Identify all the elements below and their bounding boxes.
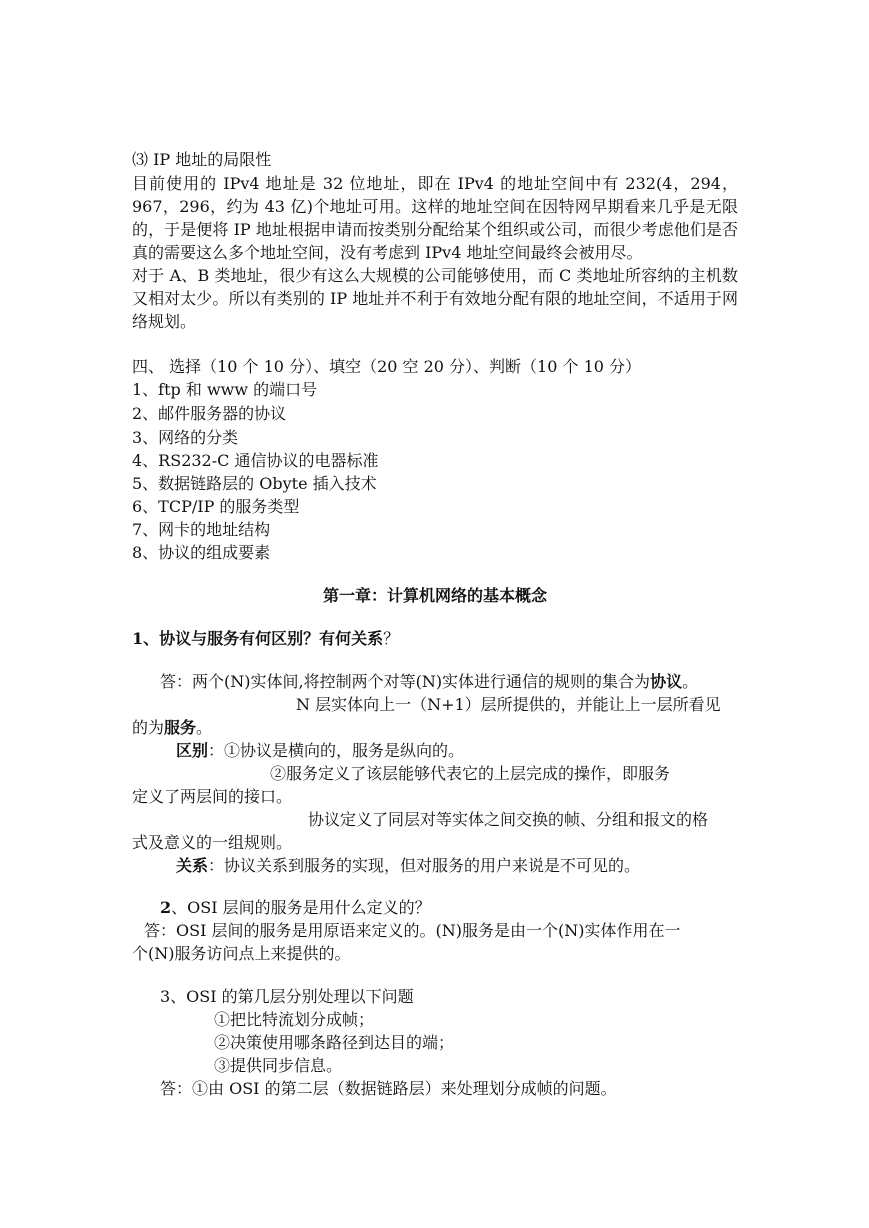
q1-question-mark: ？ <box>383 629 400 648</box>
q1-answer-text: 的为 <box>132 718 165 737</box>
q3-question: 3、OSI 的第几层分别处理以下问题 <box>160 987 414 1006</box>
q3-item: ①把比特流划分成帧； <box>214 1010 375 1029</box>
section4-item: 6、TCP/IP 的服务类型 <box>132 497 300 516</box>
section4-item: 5、数据链路层的 Obyte 插入技术 <box>132 474 377 493</box>
q2-question <box>160 896 740 919</box>
term-service: 服务 <box>164 718 197 737</box>
q1-question <box>132 627 738 650</box>
q2-question-text: 、OSI 层间的服务是用什么定义的？ <box>171 898 431 917</box>
q1-question-text: 1、协议与服务有何区别？有何关系 <box>132 629 384 648</box>
q1-difference-line-2: ②服务定义了该层能够代表它的上层完成的操作，即服务 <box>270 764 671 783</box>
ip-limit-paragraph-2: 对于 A、B 类地址，很少有这么大规模的公司能够使用，而 C 类地址所容纳的主机数又相对太少。所以有类别的 IP 地址并不利于有效地分配有限的地址空间，不适用于网络规划。 <box>132 266 738 331</box>
q3-item: ③提供同步信息。 <box>214 1056 343 1075</box>
q3-item: ②决策使用哪条路径到达目的端； <box>214 1033 455 1052</box>
q2-answer-line-2: 个(N)服务访问点上来提供的。 <box>132 944 351 963</box>
q1-answer-line-3 <box>132 716 738 739</box>
section4-item: 3、网络的分类 <box>132 428 239 447</box>
section4-item: 7、网卡的地址结构 <box>132 520 271 539</box>
q1-difference-line-1 <box>176 739 736 762</box>
q1-answer-punct: 。 <box>682 672 699 691</box>
section4-item: 2、邮件服务器的协议 <box>132 404 287 423</box>
q1-difference-line-5: 式及意义的一组规则。 <box>132 833 293 852</box>
relation-text: ：协议关系到服务的实现，但对服务的用户来说是不可见的。 <box>208 856 641 875</box>
section4-item: 4、RS232-C 通信协议的电器标准 <box>132 451 379 470</box>
difference-label: 区别 <box>176 741 209 760</box>
q1-answer-line-2: N 层实体向上一（N+1）层所提供的，并能让上一层所看见 <box>296 695 721 714</box>
q1-relation <box>176 854 736 877</box>
section4-item: 1、ftp 和 www 的端口号 <box>132 380 318 399</box>
q1-difference-line-4: 协议定义了同层对等实体之间交换的帧、分组和报文的格 <box>308 810 709 829</box>
ip-limit-heading: ⑶ IP 地址的局限性 <box>132 150 272 169</box>
section4-heading: 四、 选择（10 个 10 分）、填空（20 空 20 分）、判断（10 个 10 分） <box>132 357 642 376</box>
difference-text: ：①协议是横向的，服务是纵向的。 <box>208 741 465 760</box>
ip-limit-paragraph-1: 目前使用的 IPv4 地址是 32 位地址，即在 IPv4 的地址空间中有 232(4，294，967，296，约为 43 亿)个地址可用。这样的地址空间在因特网早期看来几乎是无限的，于是便将 IP 地址根据申请而按类别分配给某个组织或公司，而很少考虑他们是否真的需要这么多个地址空间，没有考虑到 IPv4 地址空间最终会被用尽。 <box>132 174 738 262</box>
q1-answer-text: 答：两个(N)实体间,将控制两个对等(N)实体进行通信的规则的集合为 <box>160 672 651 691</box>
section4-item: 8、协议的组成要素 <box>132 543 271 562</box>
q2-number: 2 <box>160 898 172 917</box>
chapter-title: 第一章：计算机网络的基本概念 <box>322 586 547 605</box>
q2-answer-line-1: 答：OSI 层间的服务是用原语来定义的。(N)服务是由一个(N)实体作用在一 <box>144 921 681 940</box>
relation-label: 关系 <box>176 856 209 875</box>
q1-answer-punct: 。 <box>196 718 213 737</box>
q1-answer-line-1 <box>160 670 750 693</box>
q1-difference-line-3: 定义了两层间的接口。 <box>132 787 293 806</box>
q3-answer: 答：①由 OSI 的第二层（数据链路层）来处理划分成帧的问题。 <box>160 1079 617 1098</box>
term-protocol: 协议 <box>650 672 683 691</box>
